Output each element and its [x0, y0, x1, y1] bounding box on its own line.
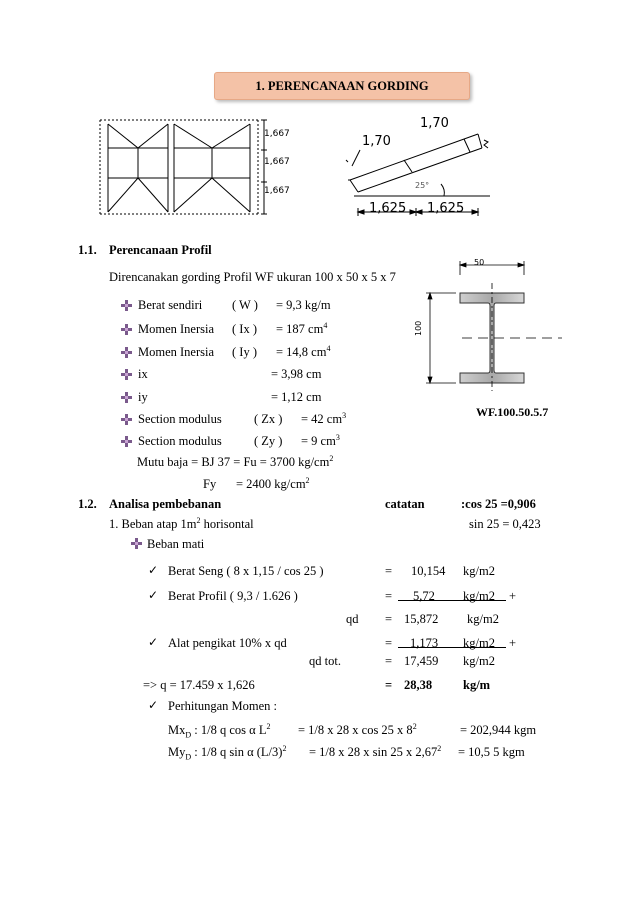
load-row-eq: =: [385, 564, 393, 578]
load-row-unit: kg/m2: [463, 589, 495, 603]
dead-load-label: Beban mati: [147, 537, 205, 551]
section-heading: Analisa pembebanan: [109, 497, 222, 511]
moment-x-row: $Mx_D$ : 1/8 q cos α $L^2$: [168, 721, 271, 740]
property-name: Berat sendiri: [138, 298, 203, 312]
load-row-value: 10,154: [411, 564, 446, 578]
property-symbol: ( Zx ): [254, 412, 283, 426]
profile-height-label: 100: [414, 320, 423, 336]
property-name: Momen Inersia: [138, 322, 215, 336]
load-row-unit: kg/m2: [463, 564, 495, 578]
moment-y-result: = 10,5 5 kgm: [458, 745, 525, 759]
property-value: = 9,3 kg/m: [276, 298, 331, 312]
property-value: = 1,12 cm: [271, 390, 322, 404]
property-value: = 187 $cm^4$: [276, 320, 328, 336]
moment-y-calc: = 1/8 x 28 x sin 25 x 2,67$^2$: [309, 743, 442, 759]
property-value: = 3,98 cm: [271, 367, 322, 381]
section-number: 1.2.: [78, 497, 97, 511]
bullet-icon: [120, 368, 133, 381]
checkmark-icon: ✓: [148, 563, 159, 577]
plus-sign: +: [509, 636, 517, 650]
note-label: catatan: [385, 497, 425, 511]
property-symbol: ( Ix ): [232, 322, 257, 336]
load-row-label: qd: [346, 612, 359, 626]
load-row-eq: =: [385, 636, 393, 650]
load-row-label: qd tot.: [309, 654, 341, 668]
note-cos: :cos 25 =0,906: [461, 497, 536, 511]
bullet-icon: [120, 299, 133, 312]
profile-width-label: 50: [474, 258, 485, 267]
plus-sign: +: [509, 589, 517, 603]
section-number: 1.1.: [78, 243, 97, 257]
load-row-unit: kg/m2: [467, 612, 499, 626]
truss-length-label: 1,70: [420, 116, 449, 131]
checkmark-icon: ✓: [148, 635, 159, 649]
property-name: Momen Inersia: [138, 345, 215, 359]
moment-heading: Perhitungan Momen :: [168, 699, 278, 713]
angle-label: 25°: [415, 181, 430, 190]
moment-y-row: $My_D$ : 1/8 q sin α $(L/3)^2$: [168, 743, 287, 762]
load-row-eq: =: [385, 678, 393, 692]
load-row-eq: =: [385, 589, 393, 603]
truss-length-label: 1,70: [362, 134, 391, 149]
load-row-unit: kg/m: [463, 678, 491, 692]
span-label: 1,625: [369, 201, 407, 216]
load-row-unit: kg/m2: [463, 636, 495, 650]
span-label: 1,625: [427, 201, 465, 216]
moment-x-result: = 202,944 kgm: [460, 723, 537, 737]
checkmark-icon: ✓: [148, 588, 159, 602]
bullet-icon: [120, 346, 133, 359]
wf-profile-diagram: [416, 259, 566, 393]
load-row-value: 5,72: [413, 589, 435, 603]
load-row-label: => q = 17.459 x 1,626: [143, 678, 255, 692]
load-row-eq: =: [385, 612, 393, 626]
property-name: Section modulus: [138, 412, 222, 426]
checkmark-icon: ✓: [148, 698, 159, 712]
fy-value: = 2400 $kg/cm^2$: [236, 475, 310, 491]
page-title-text: 1. PERENCANAAN GORDING: [255, 78, 429, 93]
load-row-value: 1,173: [410, 636, 439, 650]
bullet-icon: [120, 391, 133, 404]
bullet-icon: [120, 413, 133, 426]
load-row-label: Alat pengikat 10% x qd: [168, 636, 287, 650]
property-name: Section modulus: [138, 434, 222, 448]
property-value: = 9 $cm^3$: [301, 432, 340, 448]
load-row-value: 15,872: [404, 612, 439, 626]
bullet-icon: [130, 537, 143, 550]
load-subheading: 1. Beban atap $1m^2$ horisontal: [109, 515, 254, 531]
bullet-icon: [120, 323, 133, 336]
property-name: iy: [138, 390, 148, 404]
property-value: = 42 $cm^3$: [301, 410, 347, 426]
spacing-label: 1,667: [264, 157, 290, 167]
profile-intro: Direncanakan gording Profil WF ukuran 100 x 50 x 5 x 7: [109, 270, 396, 284]
property-symbol: ( Zy ): [254, 434, 283, 448]
spacing-label: 1,667: [264, 186, 290, 196]
load-row-unit: kg/m2: [463, 654, 495, 668]
profile-caption: WF.100.50.5.7: [476, 405, 549, 419]
bullet-icon: [120, 435, 133, 448]
property-symbol: ( W ): [232, 298, 258, 312]
page-title: [214, 72, 470, 100]
note-sin: sin 25 = 0,423: [469, 517, 541, 531]
spacing-label: 1,667: [264, 129, 290, 139]
moment-x-calc: = 1/8 x 28 x cos 25 x $8^2$: [298, 721, 417, 737]
load-row-eq: =: [385, 654, 393, 668]
property-symbol: ( Iy ): [232, 345, 257, 359]
load-row-value: 28,38: [404, 678, 433, 692]
property-name: ix: [138, 367, 148, 381]
fy-label: Fy: [203, 477, 217, 491]
load-row-label: Berat Profil ( 9,3 / 1.626 ): [168, 589, 298, 603]
property-value: = 14,8 $cm^4$: [276, 343, 331, 359]
load-row-value: 17,459: [404, 654, 439, 668]
section-heading: Perencanaan Profil: [109, 243, 212, 257]
steel-grade: Mutu baja = BJ 37 = Fu = 3700 $kg/cm^2$: [137, 453, 334, 469]
load-row-label: Berat Seng ( 8 x 1,15 / cos 25 ): [168, 564, 324, 578]
